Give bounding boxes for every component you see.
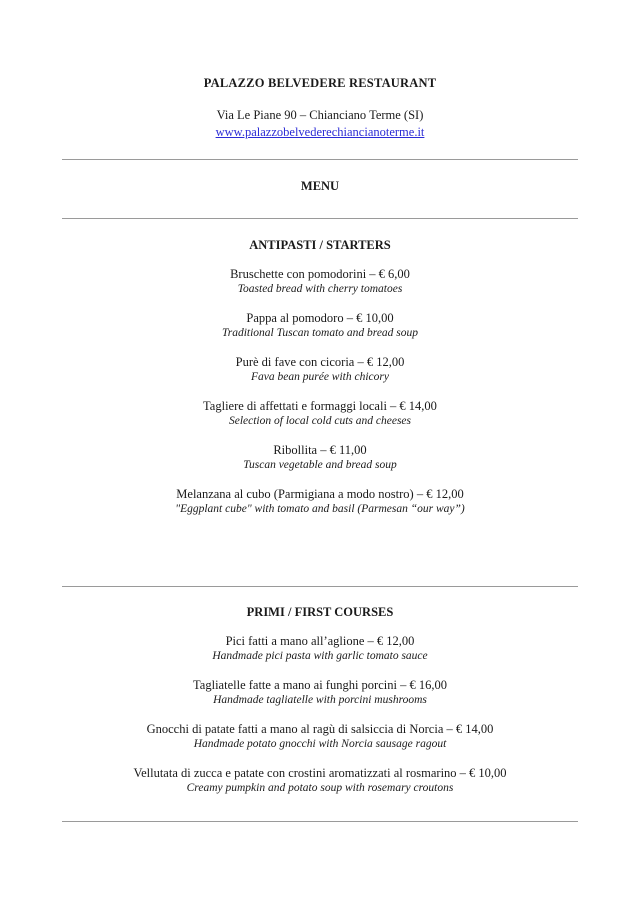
dish-name: Bruschette con pomodorini – € 6,00 <box>230 267 410 281</box>
dish-item <box>0 722 640 752</box>
dish-name: Pici fatti a mano all’aglione – € 12,00 <box>225 634 415 648</box>
dish-description: Handmade potato gnocchi with Norcia sausage ragout <box>193 738 447 750</box>
dish-name: Tagliatelle fatte a mano ai funghi porcini – € 16,00 <box>193 678 447 692</box>
dish-item <box>0 766 640 796</box>
dish-item <box>0 267 640 297</box>
dish-description: Handmade pici pasta with garlic tomato sauce <box>212 650 428 662</box>
dish-name: Ribollita – € 11,00 <box>273 443 367 457</box>
dish-description: Handmade tagliatelle with porcini mushrooms <box>213 694 427 706</box>
dish-description: Selection of local cold cuts and cheeses <box>228 415 412 427</box>
dish-description: Toasted bread with cherry tomatoes <box>237 283 403 295</box>
dish-item <box>0 634 640 664</box>
dish-name: Purè di fave con cicoria – € 12,00 <box>235 355 405 369</box>
dish-name: Vellutata di zucca e patate con crostini aromatizzati al rosmarino – € 10,00 <box>133 766 507 780</box>
dish-description: Tuscan vegetable and bread soup <box>243 459 397 471</box>
section-title-antipasti: ANTIPASTI / STARTERS <box>249 238 391 252</box>
dish-item <box>0 399 640 429</box>
section-title-primi: PRIMI / FIRST COURSES <box>246 605 394 619</box>
divider-menu <box>62 218 578 219</box>
dish-item <box>0 487 640 517</box>
menu-title: MENU <box>300 179 340 193</box>
header <box>0 76 640 141</box>
divider-antipasti <box>62 586 578 587</box>
section-primi <box>0 604 640 810</box>
dish-name: Melanzana al cubo (Parmigiana a modo nostro) – € 12,00 <box>176 487 464 501</box>
dish-name: Pappa al pomodoro – € 10,00 <box>246 311 394 325</box>
website-link[interactable]: www.palazzobelvederechiancianoterme.it <box>215 125 425 139</box>
dish-item <box>0 355 640 385</box>
dish-description: "Eggplant cube" with tomato and basil (Parmesan “our way”) <box>175 503 465 515</box>
dish-item <box>0 678 640 708</box>
restaurant-name: PALAZZO BELVEDERE RESTAURANT <box>203 76 437 90</box>
divider-top <box>62 159 578 160</box>
dish-description: Fava bean purée with chicory <box>251 371 389 383</box>
address: Via Le Piane 90 – Chianciano Terme (SI) <box>216 108 424 122</box>
dish-name: Tagliere di affettati e formaggi locali – € 14,00 <box>203 399 437 413</box>
dish-item <box>0 443 640 473</box>
dish-description: Traditional Tuscan tomato and bread soup <box>221 327 419 339</box>
section-antipasti <box>0 237 640 531</box>
dish-name: Gnocchi di patate fatti a mano al ragù di salsiccia di Norcia – € 14,00 <box>146 722 494 736</box>
divider-primi <box>62 821 578 822</box>
dish-description: Creamy pumpkin and potato soup with rosemary croutons <box>186 782 454 794</box>
dish-item <box>0 311 640 341</box>
